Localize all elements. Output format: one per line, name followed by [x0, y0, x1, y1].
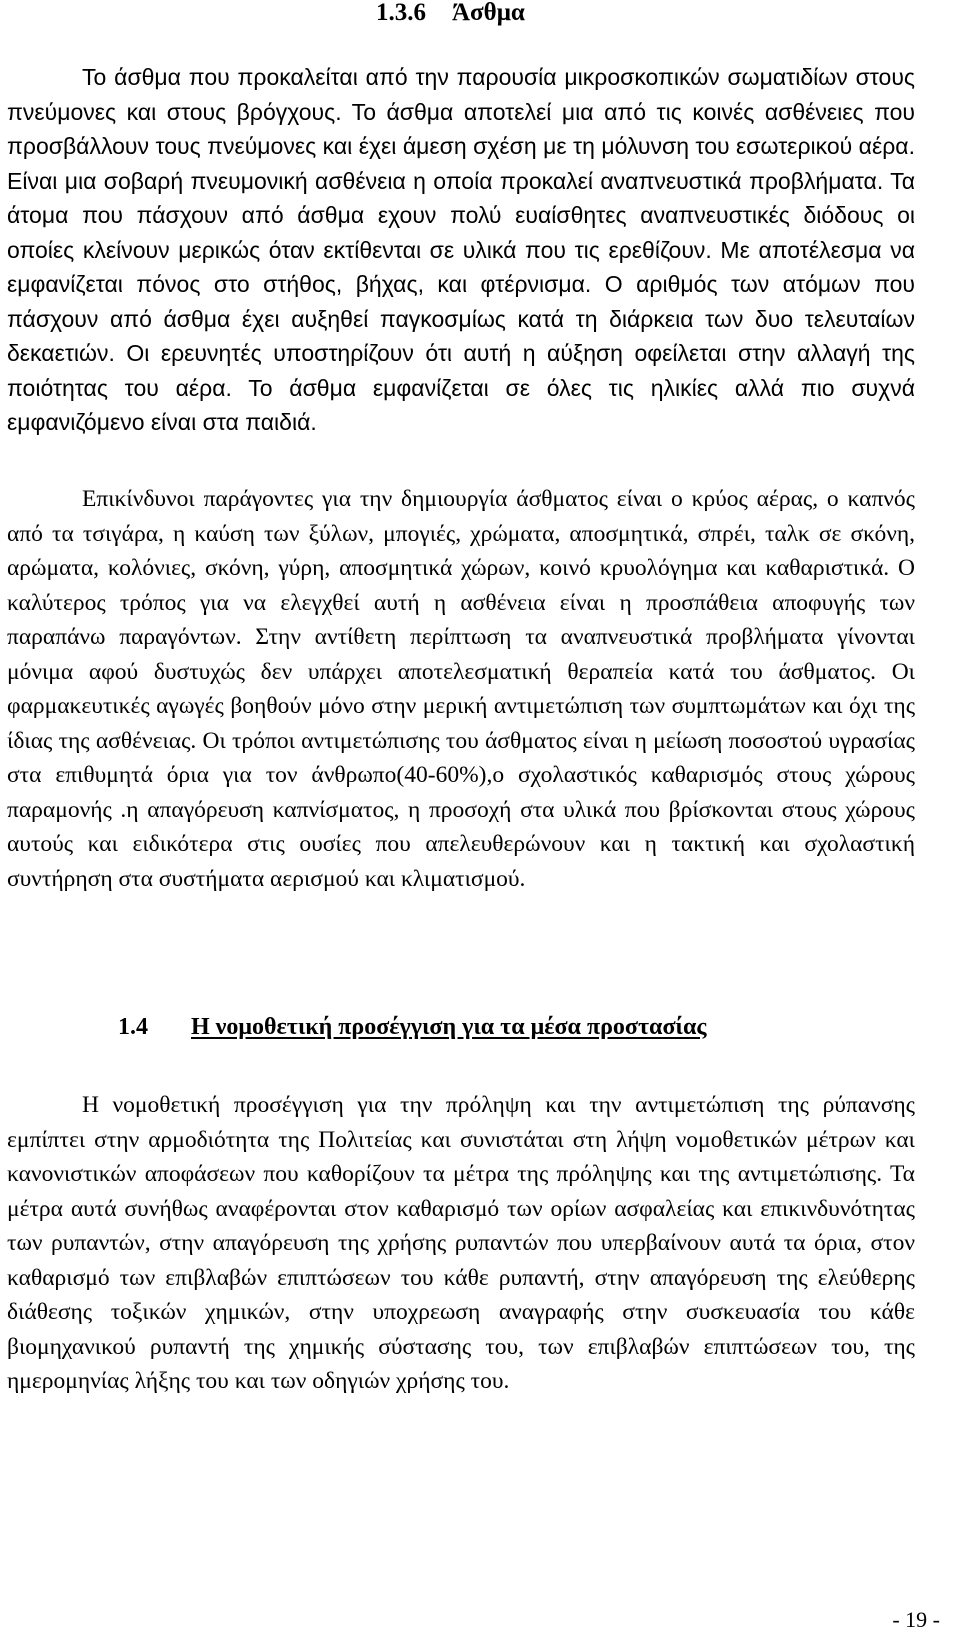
paragraph-risk-factors [7, 482, 915, 896]
paragraph-legislation [7, 1088, 915, 1399]
paragraph-3-text: Η νομοθετική προσέγγιση για την πρόληψη και την αντιμετώπιση της ρύπανσης εμπίπτει στην αρμοδιότητα της Πολιτείας και συνιστάται στη λήψη νομοθετικών μέτρων και κανονιστικών αποφάσεων που καθορίζουν τα μέτρα της πρόληψης και της αντιμετώπισης. Τα μέτρα αυτά συνήθως αναφέρονται στον καθαρισμό των ορίων ασφαλείας και επικινδυνότητας των ρυπαντών, στην απαγόρευση της χρήσης ρυπαντών που υπερβαίνουν αυτά τα όρια, στον καθαρισμό των επιβλαβών επιπτώσεων του κάθε ρυπαντή, στην απαγόρευση της ελεύθερης διάθεσης τοξικών χημικών, στην υποχρεωση αναγραφής στην συσκευασία του κάθε βιομηχανικού ρυπαντή της χημικής σύστασης του, των επιβλαβών επιπτώσεων του, της ημερομηνίας λήξης του και των οδηγιών χρήσης του. [7, 1092, 915, 1394]
subsection-heading [118, 1012, 706, 1042]
page-number: - 19 - [892, 1607, 940, 1632]
section-heading [376, 0, 525, 26]
paragraph-2-text: Επικίνδυνοι παράγοντες για την δημιουργία άσθματος είναι ο κρύος αέρας, ο καπνός από τα τσιγάρα, η καύση των ξύλων, μπογιές, χρώματα, αποσμητικά, σπρέι, ταλκ σε σκόνη, αρώματα, κολόνιες, σκόνη, γύρη, αποσμητικά χώρων, κοινό κρυολόγημα και καθαριστικά. Ο καλύτερος τρόπος για να ελεγχθεί αυτή η ασθένεια είναι η προσπάθεια αποφυγής των παραπάνω παραγόντων. Στην αντίθετη περίπτωση τα αναπνευστικά προβλήματα γίνονται μόνιμα αφού δυστυχώς δεν υπάρχει αποτελεσματική θεραπεία κατά του άσθματος. Οι φαρμακευτικές αγωγές βοηθούν μόνο στην μερική αντιμετώπιση των συμπτωμάτων και όχι της ίδιας της ασθένειας. Οι τρόποι αντιμετώπισης του άσθματος είναι η μείωση ποσοστού υγρασίας στα επιθυμητά όρια για τον άνθρωπο(40-60%),ο σχολαστικός καθαρισμός στους χώρους παραμονής .η απαγόρευση καπνίσματος, η προσοχή στα υλικά που βρίσκονται στους χώρους αυτούς και ειδικότερα στις ουσίες που απελευθερώνουν και η τακτική και σχολαστική συντήρηση στα συστήματα αερισμού και κλιματισμού. [7, 486, 915, 892]
subsection-number: 1.4 [118, 1014, 148, 1040]
section-title: Άσθμα [452, 0, 525, 26]
subsection-title: Η νομοθετική προσέγγιση για τα μέσα προστασίας [191, 1014, 707, 1040]
section-number: 1.3.6 [376, 0, 426, 26]
paragraph-asthma-intro [7, 60, 915, 440]
paragraph-1-text: Το άσθμα που προκαλείται από την παρουσία μικροσκοπικών σωματιδίων στους πνεύμονες και στους βρόγχους. Το άσθμα αποτελεί μια από τις κοινές ασθένειες που προσβάλλουν τους πνεύμονες και έχει άμεση σχέση με τη μόλυνση του εσωτερικού αέρα. Είναι μια σοβαρή πνευμονική ασθένεια η οποία προκαλεί αναπνευστικά προβλήματα. Τα άτομα που πάσχουν από άσθμα εχουν πολύ ευαίσθητες αναπνευστικές διόδους οι οποίες κλείνουν μερικώς όταν εκτίθενται σε υλικά που τις ερεθίζουν. Με αποτέλεσμα να εμφανίζεται πόνος στο στήθος, βήχας, και φτέρνισμα. Ο αριθμός των ατόμων που πάσχουν από άσθμα έχει αυξηθεί παγκοσμίως κατά τη διάρκεια των δυο τελευταίων δεκαετιών. Οι ερευνητές υποστηρίζουν ότι αυτή η αύξηση οφείλεται στην αλλαγή της ποιότητας του αέρα. Το άσθμα εμφανίζεται σε όλες τις ηλικίες αλλά πιο συχνά εμφανιζόμενο είναι στα παιδιά. [7, 64, 915, 435]
